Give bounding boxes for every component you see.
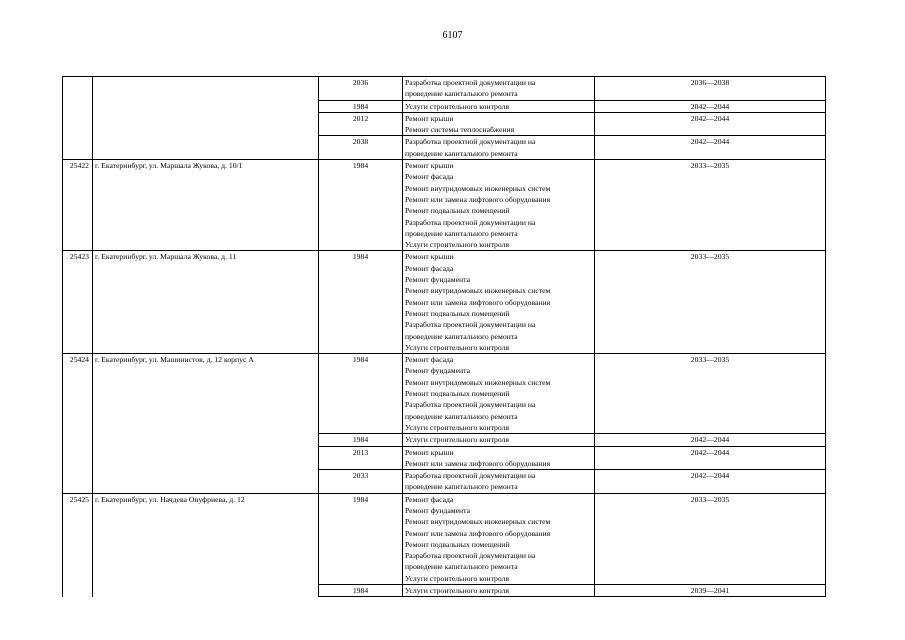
object-id-cell: 25425	[63, 493, 93, 597]
work-item: Ремонт крыши	[405, 161, 454, 171]
works-cell	[403, 77, 595, 101]
work-item: Разработка проектной документации на	[405, 78, 536, 87]
period-cell: 2042—2044	[595, 100, 826, 112]
work-item: Ремонт фасада	[405, 172, 454, 182]
address-cell: г. Екатеринбург, ул. Машинистов, д. 12 корпус А	[93, 354, 319, 494]
work-item: Ремонт крыши	[405, 113, 454, 123]
table-row	[63, 354, 826, 434]
work-item: Ремонт или замена лифтового оборудования	[405, 458, 551, 468]
work-item: Разработка проектной документации на	[405, 137, 536, 147]
work-item: Ремонт фасада	[405, 355, 454, 365]
address-cell: г. Екатеринбург, ул. Начдева Онуфриева, д. 12	[93, 493, 319, 597]
work-item: проведение капитального ремонта	[405, 482, 518, 492]
works-cell	[403, 100, 595, 112]
work-item: проведение капитального ремонта	[405, 148, 518, 158]
work-item: Ремонт внутридомовых инженерных систем	[405, 286, 551, 296]
works-cell	[403, 434, 595, 446]
work-item: Ремонт системы теплоснабжения	[405, 125, 515, 135]
work-item: Ремонт внутридомовых инженерных систем	[405, 183, 551, 193]
year-cell: 1984	[319, 585, 403, 597]
address-cell: г. Екатеринбург, ул. Маршала Жукова, д. 11	[93, 251, 319, 354]
object-id-cell	[63, 77, 93, 160]
works-cell	[403, 470, 595, 494]
work-item: Разработка проектной документации на	[405, 320, 536, 330]
work-item: Услуги строительного контроля	[405, 342, 509, 352]
period-cell: 2042—2044	[595, 446, 826, 470]
work-item: Услуги строительного контроля	[405, 240, 509, 250]
work-item: Ремонт фундамента	[405, 275, 471, 285]
table-row	[63, 251, 826, 354]
year-cell: 1984	[319, 434, 403, 446]
period-cell: 2039—2041	[595, 585, 826, 597]
period-cell: 2042—2044	[595, 434, 826, 446]
work-item: Ремонт фундамента	[405, 366, 471, 376]
work-item: Ремонт внутридомовых инженерных систем	[405, 517, 551, 527]
work-item: Услуги строительного контроля	[405, 101, 509, 111]
year-cell: 1984	[319, 354, 403, 434]
works-cell	[403, 251, 595, 354]
work-item: проведение капитального ремонта	[405, 228, 518, 238]
work-item: Услуги строительного контроля	[405, 586, 509, 596]
period-cell: 2036—2038	[595, 77, 826, 101]
page-number: 6107	[442, 30, 463, 41]
work-item: Ремонт подвальных помещений	[405, 389, 510, 399]
address-cell	[93, 77, 319, 160]
period-cell: 2033—2035	[595, 493, 826, 584]
period-cell: 2033—2035	[595, 160, 826, 251]
period-cell: 2042—2044	[595, 136, 826, 160]
works-cell	[403, 354, 595, 434]
work-item: Ремонт крыши	[405, 252, 454, 262]
work-item: Ремонт фасада	[405, 494, 454, 504]
work-item: Разработка проектной документации на	[405, 400, 536, 410]
year-cell: 1984	[319, 160, 403, 251]
year-cell: 1984	[319, 493, 403, 584]
table-row	[63, 493, 826, 584]
year-cell: 2013	[319, 446, 403, 470]
work-item: Разработка проектной документации на	[405, 551, 536, 561]
works-cell	[403, 493, 595, 584]
work-item: Ремонт внутридомовых инженерных систем	[405, 377, 551, 387]
object-id-cell: 25423	[63, 251, 93, 354]
work-item: Ремонт подвальных помещений	[405, 539, 510, 549]
table-body	[63, 77, 826, 597]
year-cell: 2012	[319, 112, 403, 136]
work-item: Ремонт или замена лифтового оборудования	[405, 194, 551, 204]
period-cell: 2042—2044	[595, 112, 826, 136]
work-item: проведение капитального ремонта	[405, 331, 518, 341]
works-cell	[403, 136, 595, 160]
work-item: Ремонт или замена лифтового оборудования	[405, 297, 551, 307]
work-item: Ремонт или замена лифтового оборудования	[405, 528, 551, 538]
work-item: Ремонт фасада	[405, 263, 454, 273]
works-cell	[403, 112, 595, 136]
work-item: Ремонт крыши	[405, 447, 454, 457]
work-item: Ремонт подвальных помещений	[405, 206, 510, 216]
object-id-cell: 25422	[63, 160, 93, 251]
work-item: Услуги строительного контроля	[405, 573, 509, 583]
work-item: проведение капитального ремонта	[405, 562, 518, 572]
works-cell	[403, 585, 595, 597]
period-cell: 2033—2035	[595, 251, 826, 354]
year-cell: 2033	[319, 470, 403, 494]
work-item: Услуги строительного контроля	[405, 422, 509, 432]
work-item: Услуги строительного контроля	[405, 435, 509, 445]
table-row	[63, 77, 826, 101]
work-item: Ремонт подвальных помещений	[405, 308, 510, 318]
period-cell: 2042—2044	[595, 470, 826, 494]
works-cell	[403, 446, 595, 470]
address-cell: г. Екатеринбург, ул. Маршала Жукова, д. 10/1	[93, 160, 319, 251]
work-item: проведение капитального ремонта	[405, 411, 518, 421]
work-item: Разработка проектной документации на	[405, 217, 536, 227]
repair-schedule-table	[62, 76, 826, 597]
period-cell: 2033—2035	[595, 354, 826, 434]
works-cell	[403, 160, 595, 251]
work-item: Разработка проектной документации на	[405, 471, 536, 481]
work-item: проведение капитального ремонта	[405, 89, 518, 99]
object-id-cell: 25424	[63, 354, 93, 494]
year-cell: 2038	[319, 136, 403, 160]
table-row	[63, 160, 826, 251]
work-item: Ремонт фундамента	[405, 505, 471, 515]
year-cell: 1984	[319, 251, 403, 354]
year-cell: 1984	[319, 100, 403, 112]
year-cell: 2036	[319, 77, 403, 101]
